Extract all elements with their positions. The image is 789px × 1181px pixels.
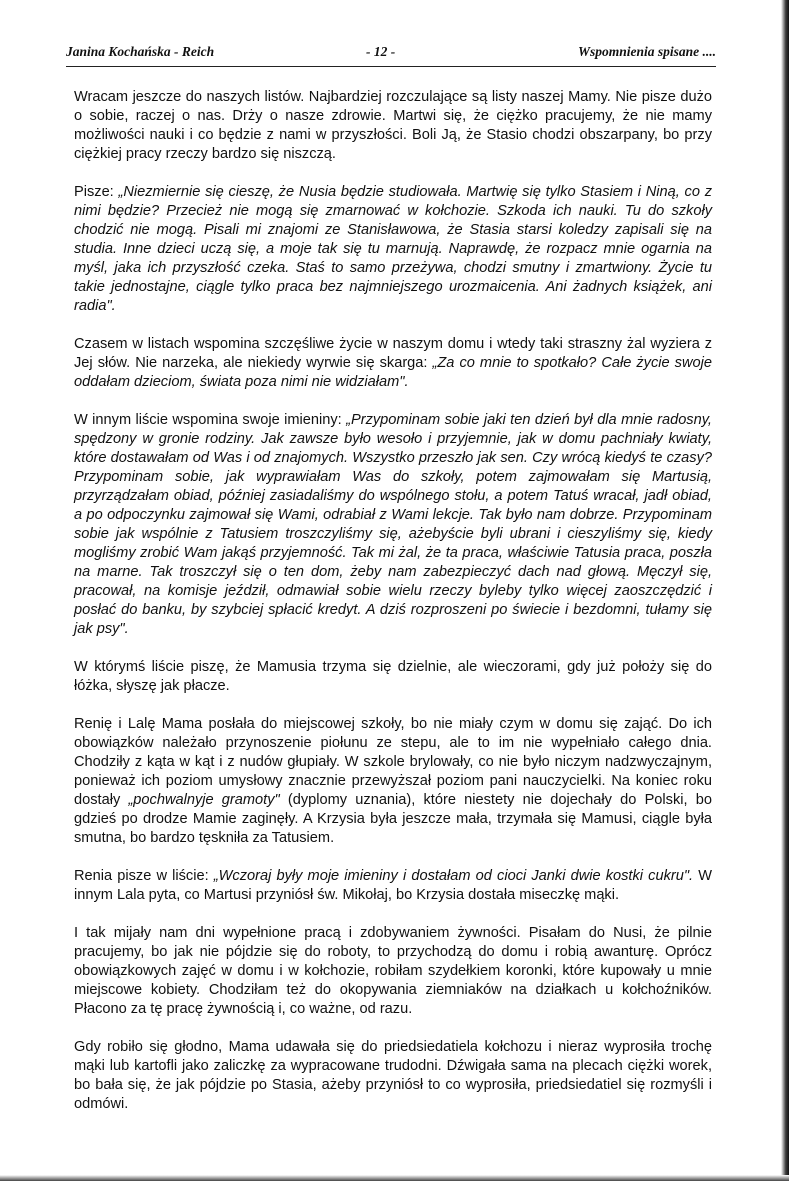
paragraph-9 — [74, 1038, 712, 1114]
paragraph-6 — [74, 715, 712, 848]
scan-edge-shadow — [781, 0, 789, 1181]
header-author: Janina Kochańska - Reich — [66, 44, 215, 59]
paragraph-text: Gdy robiło się głodno, Mama udawała się do priedsiedatiela kołchozu i nieraz wyprosiła trochę mąki lub kartofli jako zaliczkę za wypracowane trudodni. Dźwigała sama na plecach ciężki worek, bo bała się, że jak pójdzie po Stasia, ażeby przyniósł to co wyprosiła, priedsiedatiel się rozmyśli i odmówi. — [74, 1039, 712, 1112]
paragraph-text: Pisze: — [74, 184, 119, 200]
paragraph-text: Wracam jeszcze do naszych listów. Najbardziej rozczulające są listy naszej Mamy. Nie pisze dużo o sobie, raczej o nas. Drży o nasze zdrowie. Martwi się, że ciężko pracujemy, że nie mamy możliwości nauki i co będzie z nami w przyszłości. Boli Ją, że Stasio chodzi obszarpany, bo przy ciężkiej pracy rzeczy bardzo się niszczą. — [74, 89, 712, 162]
paragraph-text: W innym Lala pyta, co Martusi przyniósł św. Mikołaj, bo Krzysia dostała miseczkę mąki. — [74, 868, 712, 903]
paragraph-8 — [74, 924, 712, 1019]
paragraph-quote: „Przypominam sobie jaki ten dzień był dla mnie radosny, spędzony w gronie rodziny. Jak zawsze było wesoło i przyjemnie, jak w domu pachniały kwiaty, które dostawałam od Was i od znajomych. Wszystko przeszło jak sen. Czy wrócą kiedyś te czasy? Przypominam sobie, jak wyprawiałam Was do szkoły, potem zajmowałam się Martusią, przyrządzałam obiad, później zasiadaliśmy do wspólnego stołu, a potem Tatuś wracał, jadł obiad, a po odpoczynku zajmował się Wami, odrabiał z Wami lekcje. Tak było nam dobrze. Przypominam sobie jak wspólnie z Tatusiem troszczyliśmy się, ażebyście byli ubrani i cieszyliśmy się, kiedy mogliśmy zrobić Wam jakąś przyjemność. Tak mi żal, że ta praca, właściwie Tatusia praca, poszła na marne. Tak troszczył się o ten dom, żeby nam zabezpieczyć dach nad głową. Męczył się, pracował, na komisje jeździł, odmawiał sobie wielu rzeczy byleby tylko więcej zaoszczędzić i posłać do banku, by szybciej spłacić kredyt. A dziś rozproszeni po świecie i bezdomni, tułamy się jak psy". — [74, 412, 712, 637]
paragraph-1 — [74, 88, 712, 164]
paragraph-quote: „Za co mnie to spotkało? Całe życie swoje oddałam dzieciom, świata poza nimi nie widziałam". — [74, 355, 712, 390]
paragraph-3 — [74, 335, 712, 392]
header-page-number: - 12 - — [366, 44, 396, 59]
paragraph-5 — [74, 658, 712, 696]
paragraph-2 — [74, 183, 712, 316]
paragraph-text: (dyplomy uznania), które niestety nie dojechały do Polski, bo gdzieś po drodze Mamie zaginęły. A Krzysia była jeszcze mała, trzymała się Mamusi, ciągle była smutna, bo bardzo tęskniła za Tatusiem. — [74, 792, 712, 846]
page-header — [66, 44, 716, 64]
paragraph-text: W którymś liście piszę, że Mamusia trzyma się dzielnie, ale wieczorami, gdy już położy się do łóżka, słyszę jak płacze. — [74, 659, 712, 694]
paragraph-quote: „pochwalnyje gramoty" — [128, 792, 280, 808]
paragraph-quote: „Wczoraj były moje imieniny i dostałam od cioci Janki dwie kostki cukru". — [213, 868, 694, 884]
paragraph-4 — [74, 411, 712, 639]
header-rule — [66, 66, 716, 67]
paragraph-text: W innym liście wspomina swoje imieniny: — [74, 412, 347, 428]
paragraph-text: Renię i Lalę Mama posłała do miejscowej szkoły, bo nie miały czym w domu się zająć. Do ich obowiązków należało przynoszenie piołunu ze stepu, ale to im nie wypełniało całego dnia. Chodziły z kąta w kąt i z nudów głupiały. W szkole brylowały, co nie było niczym nadzwyczajnym, ponieważ ich poziom umysłowy znacznie przewyższał poziom pani nauczycielki. Na koniec roku dostały — [74, 716, 712, 808]
scan-bottom-shadow — [0, 1175, 789, 1181]
page-body — [74, 88, 712, 1114]
paragraph-quote: „Niezmiernie się cieszę, że Nusia będzie studiowała. Martwię się tylko Stasiem i Niną, co z nimi będzie? Przecież nie mogą się zmarnować w kołchozie. Szkoda ich nauki. Tu do szkoły chodzić nie mogą. Pisali mi znajomi ze Stanisławowa, że Stasia starsi koledzy zapisali się na studia. Inne dzieci uczą się, a moje tak się tu marnują. Naprawdę, że rozpacz mnie ogarnia na myśl, jaka ich przyszłość czeka. Staś to samo przeżywa, chodzi smutny i zmartwiony. Życie tu takie jednostajne, ciągle tylko praca bez najmniejszego urozmaicenia. Ani żadnych książek, ani radia". — [74, 184, 712, 314]
header-title: Wspomnienia spisane .... — [577, 44, 716, 59]
paragraph-text: Renia pisze w liście: — [74, 868, 214, 884]
paragraph-text: I tak mijały nam dni wypełnione pracą i zdobywaniem żywności. Pisałam do Nusi, że pilnie pracujemy, bo jak nie pójdzie się do roboty, to przychodzą do domu i robią awanturę. Oprócz obowiązkowych zajęć w domu i w kołchozie, robiłam szydełkiem koronki, które kupowały u mnie miejscowe kobiety. Chodziłam też do okopywania ziemniaków na działkach u kołchoźników. Płacono za tę pracę żywnością i, co ważne, od razu. — [74, 925, 712, 1017]
paragraph-text: Czasem w listach wspomina szczęśliwe życie w naszym domu i wtedy taki straszny żal wyziera z Jej słów. Nie narzeka, ale niekiedy wyrwie się skarga: — [74, 336, 712, 371]
paragraph-7 — [74, 867, 712, 905]
